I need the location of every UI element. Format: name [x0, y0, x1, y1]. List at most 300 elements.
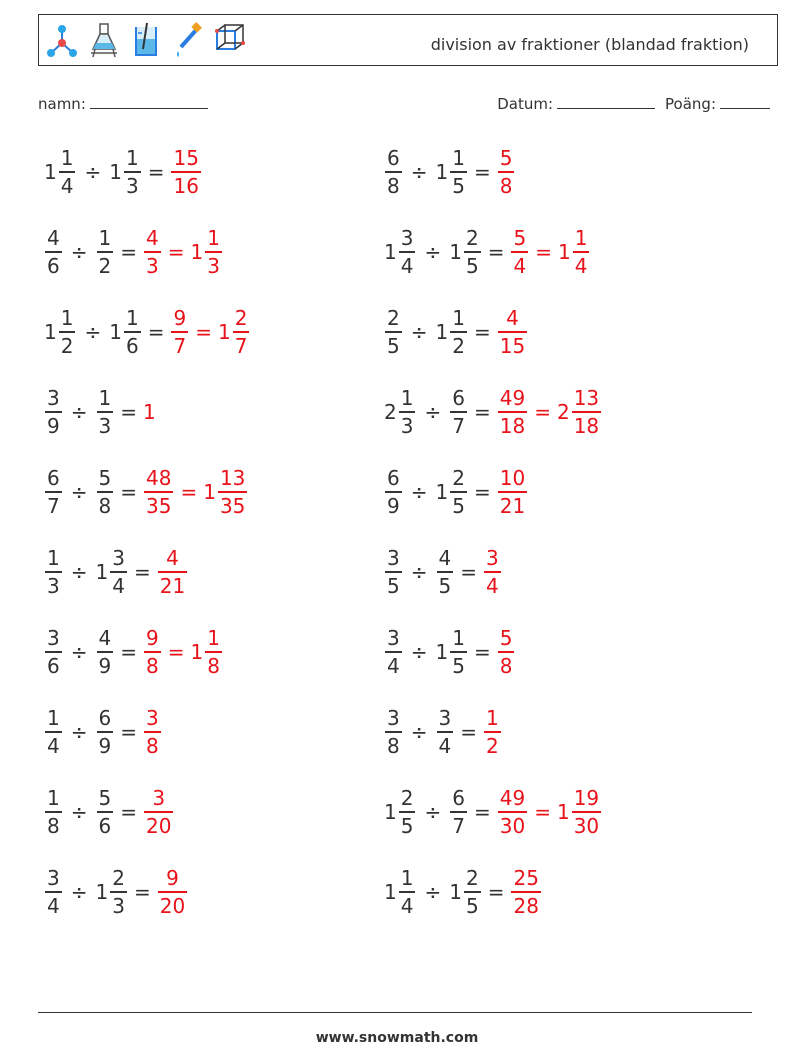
fraction: [464, 228, 481, 276]
numerator: 6: [387, 146, 400, 171]
fraction-bar: [59, 171, 76, 173]
denominator: 20: [146, 813, 172, 838]
answer: [497, 788, 602, 836]
fraction-bar: [45, 891, 62, 893]
answer: [497, 468, 528, 516]
fraction: [572, 388, 601, 436]
equals-sign: =: [195, 320, 212, 344]
fraction: [511, 868, 540, 916]
fraction-bar: [97, 251, 114, 253]
mixed-number: [436, 468, 468, 516]
mixed-number: [384, 388, 416, 436]
fraction: [385, 308, 402, 356]
denominator: 30: [573, 813, 600, 838]
fraction-bar: [437, 731, 454, 733]
whole-part: 2: [556, 400, 570, 424]
divide-sign: ÷: [84, 320, 102, 344]
numerator: 5: [499, 146, 513, 171]
fraction: [144, 228, 161, 276]
numerator: 19: [573, 786, 600, 811]
divide-sign: ÷: [424, 800, 442, 824]
denominator: 8: [207, 653, 220, 678]
numerator: 3: [152, 786, 166, 811]
fraction: [450, 628, 467, 676]
numerator: 1: [452, 306, 465, 331]
mixed-number: [497, 468, 528, 516]
fraction-bar: [45, 811, 62, 813]
numerator: 3: [146, 706, 159, 731]
numerator: 3: [387, 546, 400, 571]
mixed-number: [44, 388, 63, 436]
denominator: 4: [387, 653, 400, 678]
denominator: 4: [486, 573, 499, 598]
numerator: 1: [47, 706, 60, 731]
fraction-bar: [205, 651, 222, 653]
denominator: 9: [387, 493, 400, 518]
mixed-number: [44, 468, 63, 516]
denominator: 9: [98, 733, 112, 758]
worksheet-title: division av fraktioner (blandad fraktion): [430, 35, 749, 54]
divide-sign: ÷: [410, 720, 428, 744]
fraction-bar: [385, 331, 402, 333]
denominator: 4: [438, 733, 452, 758]
fraction: [498, 388, 527, 436]
header-icons: [45, 21, 247, 59]
fraction-bar: [110, 891, 127, 893]
fraction-bar: [144, 811, 173, 813]
numerator: 6: [98, 706, 112, 731]
fraction-bar: [45, 651, 62, 653]
fraction-bar: [144, 731, 161, 733]
fraction-bar: [124, 331, 141, 333]
mixed-number: [96, 388, 115, 436]
fraction-bar: [171, 331, 188, 333]
fraction-bar: [450, 491, 467, 493]
mixed-number: [44, 628, 63, 676]
molecule-icon: [45, 21, 79, 59]
fraction-bar: [97, 811, 114, 813]
fraction-bar: [45, 251, 62, 253]
header-box: [38, 14, 778, 66]
denominator: 6: [125, 333, 139, 358]
whole-part: 1: [449, 240, 462, 264]
numerator: 9: [173, 306, 187, 331]
answer: [157, 868, 188, 916]
fraction: [498, 628, 515, 676]
denominator: 4: [513, 253, 527, 278]
fraction: [144, 788, 173, 836]
mixed-number: [384, 868, 416, 916]
divide-sign: ÷: [70, 640, 88, 664]
fraction-bar: [498, 411, 527, 413]
fraction: [450, 788, 467, 836]
numerator: 1: [574, 226, 588, 251]
mixed-number: [510, 868, 541, 916]
fraction: [124, 148, 141, 196]
denominator: 8: [146, 733, 159, 758]
problem-item: [44, 382, 157, 442]
denominator: 15: [499, 333, 526, 358]
fraction-bar: [158, 891, 187, 893]
numerator: 1: [400, 386, 414, 411]
mixed-number: [96, 708, 115, 756]
denominator: 5: [465, 893, 479, 918]
equals-sign: =: [133, 560, 151, 584]
equals-sign: =: [460, 560, 477, 584]
numerator: 1: [207, 226, 220, 251]
mixed-number: [157, 548, 188, 596]
fraction: [450, 308, 467, 356]
denominator: 3: [112, 893, 125, 918]
mixed-number: [497, 628, 516, 676]
mixed-number: [558, 228, 590, 276]
equals-sign: =: [487, 880, 505, 904]
mixed-number: [157, 868, 188, 916]
numerator: 1: [98, 386, 112, 411]
numerator: 1: [207, 626, 220, 651]
divide-sign: ÷: [70, 720, 88, 744]
denominator: 5: [452, 173, 465, 198]
fraction-bar: [45, 731, 62, 733]
score-blank[interactable]: [720, 94, 770, 109]
fraction-bar: [511, 251, 528, 253]
whole-part: 1: [109, 320, 122, 344]
denominator: 4: [47, 893, 60, 918]
problem-item: [384, 222, 590, 282]
fraction: [171, 148, 200, 196]
numerator: 25: [513, 866, 539, 891]
date-blank[interactable]: [557, 94, 655, 109]
denominator: 18: [499, 413, 526, 438]
fraction-bar: [498, 491, 527, 493]
fraction-bar: [385, 171, 402, 173]
fraction: [218, 468, 247, 516]
denominator: 9: [47, 413, 60, 438]
fraction-bar: [464, 891, 481, 893]
denominator: 5: [452, 493, 465, 518]
fraction: [205, 228, 222, 276]
mixed-number: [384, 708, 403, 756]
fraction: [450, 148, 467, 196]
mixed-number: [449, 388, 468, 436]
fraction-bar: [385, 651, 402, 653]
fraction-bar: [144, 251, 161, 253]
fraction: [572, 788, 601, 836]
fraction: [45, 788, 62, 836]
fraction: [45, 388, 62, 436]
equals-sign: =: [147, 160, 165, 184]
mixed-number: [384, 548, 403, 596]
whole-part: 1: [109, 160, 122, 184]
problem-item: [44, 142, 202, 202]
fraction-bar: [385, 571, 402, 573]
problem-item: [44, 862, 188, 922]
whole-part: 1: [95, 560, 109, 584]
numerator: 1: [400, 866, 414, 891]
numerator: 9: [146, 626, 159, 651]
fraction-bar: [484, 571, 501, 573]
mixed-number: [483, 548, 502, 596]
divide-sign: ÷: [70, 880, 88, 904]
mixed-number: [96, 468, 115, 516]
answer: [497, 148, 516, 196]
fraction-bar: [511, 891, 540, 893]
mixed-number: [143, 468, 174, 516]
denominator: 5: [387, 333, 400, 358]
mixed-number: [384, 228, 416, 276]
problem-item: [384, 382, 602, 442]
mixed-number: [384, 628, 403, 676]
mixed-number: [96, 628, 115, 676]
mixed-number: [44, 548, 63, 596]
problem-item: [384, 462, 528, 522]
denominator: 8: [387, 733, 400, 758]
numerator: 4: [47, 226, 60, 251]
name-label: namn:: [38, 95, 86, 113]
fraction-bar: [45, 491, 62, 493]
denominator: 8: [387, 173, 400, 198]
fraction-bar: [450, 171, 467, 173]
answer: [483, 548, 502, 596]
answer: [143, 468, 248, 516]
denominator: 8: [499, 653, 513, 678]
mixed-number: [96, 868, 128, 916]
problem-item: [44, 222, 223, 282]
fraction: [97, 628, 114, 676]
denominator: 7: [234, 333, 248, 358]
fraction-bar: [385, 491, 402, 493]
equals-sign: =: [487, 240, 505, 264]
numerator: 4: [506, 306, 519, 331]
fraction: [385, 708, 402, 756]
numerator: 2: [387, 306, 400, 331]
answer: [510, 868, 541, 916]
denominator: 5: [452, 653, 465, 678]
mixed-number: [44, 228, 63, 276]
mixed-number: [436, 148, 468, 196]
divide-sign: ÷: [410, 320, 428, 344]
whole-part: 1: [449, 880, 462, 904]
divide-sign: ÷: [410, 640, 428, 664]
mixed-number: [96, 788, 115, 836]
denominator: 2: [60, 333, 74, 358]
mixed-number: [170, 308, 189, 356]
problem-item: [44, 622, 223, 682]
numerator: 6: [47, 466, 60, 491]
fraction: [97, 228, 114, 276]
mixed-number: [436, 708, 455, 756]
fraction-bar: [45, 411, 62, 413]
fraction: [158, 868, 187, 916]
mixed-number: [143, 400, 157, 424]
answer: [157, 548, 188, 596]
denominator: 3: [207, 253, 220, 278]
numerator: 3: [387, 626, 400, 651]
mixed-number: [436, 308, 468, 356]
mixed-number: [449, 228, 481, 276]
divide-sign: ÷: [70, 800, 88, 824]
numerator: 3: [486, 546, 499, 571]
denominator: 18: [573, 413, 600, 438]
numerator: 6: [452, 386, 465, 411]
denominator: 2: [98, 253, 112, 278]
equals-sign: =: [473, 160, 491, 184]
fraction: [399, 788, 416, 836]
numerator: 49: [499, 386, 526, 411]
fraction: [399, 388, 416, 436]
numerator: 5: [98, 786, 112, 811]
fraction: [110, 548, 127, 596]
answer: [497, 388, 602, 436]
denominator: 7: [47, 493, 60, 518]
fraction: [450, 468, 467, 516]
problem-item: [384, 782, 602, 842]
fraction: [45, 468, 62, 516]
denominator: 5: [438, 573, 452, 598]
numerator: 2: [452, 466, 465, 491]
problem-item: [384, 542, 502, 602]
denominator: 8: [98, 493, 112, 518]
fraction: [399, 228, 416, 276]
numerator: 1: [47, 546, 60, 571]
answer: [510, 228, 590, 276]
fraction-bar: [498, 811, 527, 813]
answer: [483, 708, 502, 756]
fraction-bar: [385, 731, 402, 733]
denominator: 35: [146, 493, 172, 518]
numerator: 1: [60, 306, 74, 331]
denominator: 4: [112, 573, 125, 598]
fraction-bar: [97, 651, 114, 653]
date-score-fields: [497, 94, 770, 113]
whole-part: 1: [556, 800, 570, 824]
fraction-bar: [97, 731, 114, 733]
mixed-number: [497, 148, 516, 196]
fraction-bar: [144, 651, 161, 653]
fraction-bar: [484, 731, 501, 733]
fraction: [498, 468, 527, 516]
equals-sign: =: [120, 640, 137, 664]
mixed-number: [143, 228, 162, 276]
whole-part: 1: [203, 480, 216, 504]
numerator: 2: [465, 866, 479, 891]
denominator: 8: [146, 653, 159, 678]
numerator: 6: [452, 786, 465, 811]
fraction: [385, 548, 402, 596]
denominator: 3: [47, 573, 60, 598]
denominator: 30: [499, 813, 526, 838]
numerator: 3: [400, 226, 414, 251]
fraction: [59, 308, 76, 356]
fraction: [450, 388, 467, 436]
mixed-number: [384, 468, 403, 516]
denominator: 4: [400, 893, 414, 918]
denominator: 4: [60, 173, 74, 198]
fraction-bar: [45, 571, 62, 573]
equals-sign: =: [473, 400, 491, 424]
problem-item: [44, 782, 174, 842]
whole-part: 1: [557, 240, 571, 264]
equals-sign: =: [473, 640, 491, 664]
divide-sign: ÷: [410, 160, 428, 184]
equals-sign: =: [120, 720, 137, 744]
fraction: [498, 148, 515, 196]
equals-sign: =: [473, 320, 491, 344]
fraction-bar: [399, 411, 416, 413]
numerator: 48: [146, 466, 172, 491]
numerator: 3: [438, 706, 452, 731]
equals-sign: =: [133, 880, 151, 904]
fraction-bar: [124, 171, 141, 173]
denominator: 20: [159, 893, 186, 918]
mixed-number: [143, 628, 162, 676]
whole-part: 1: [384, 800, 397, 824]
answer: [497, 628, 516, 676]
whole-part: 1: [44, 320, 57, 344]
whole-part: 1: [190, 640, 204, 664]
numerator: 3: [112, 546, 125, 571]
mixed-number: [44, 708, 63, 756]
mixed-number: [497, 388, 528, 436]
numerator: 4: [438, 546, 452, 571]
equals-sign: =: [460, 720, 477, 744]
whole-part: 1: [435, 640, 449, 664]
mixed-number: [44, 308, 76, 356]
numerator: 1: [47, 786, 60, 811]
mixed-number: [449, 788, 468, 836]
denominator: 5: [387, 573, 400, 598]
mixed-number: [170, 148, 201, 196]
denominator: 2: [452, 333, 465, 358]
fraction-bar: [450, 331, 467, 333]
denominator: 16: [173, 173, 199, 198]
equals-sign: =: [473, 800, 491, 824]
answer: [497, 308, 528, 356]
mixed-number: [497, 308, 528, 356]
equals-sign: =: [167, 240, 185, 264]
footer-site: www.snowmath.com: [315, 1030, 479, 1046]
fraction-bar: [205, 251, 222, 253]
fraction: [399, 868, 416, 916]
fraction: [171, 308, 188, 356]
denominator: 4: [574, 253, 588, 278]
whole-part: 1: [190, 240, 204, 264]
denominator: 35: [219, 493, 246, 518]
answer: [143, 228, 223, 276]
denominator: 3: [146, 253, 159, 278]
numerator: 1: [60, 146, 74, 171]
equals-sign: =: [180, 480, 198, 504]
numerator: 4: [98, 626, 112, 651]
divide-sign: ÷: [70, 480, 88, 504]
fraction: [97, 388, 114, 436]
fraction: [124, 308, 141, 356]
numerator: 1: [486, 706, 499, 731]
numerator: 5: [513, 226, 527, 251]
name-blank[interactable]: [90, 94, 208, 109]
denominator: 8: [499, 173, 513, 198]
denominator: 4: [47, 733, 60, 758]
answer: [170, 308, 250, 356]
problem-item: [384, 142, 515, 202]
equals-sign: =: [167, 640, 185, 664]
numerator: 1: [125, 146, 139, 171]
fraction-bar: [171, 171, 200, 173]
numerator: 3: [47, 626, 60, 651]
whole-part: 1: [435, 320, 449, 344]
fraction: [205, 628, 222, 676]
mixed-number: [436, 628, 468, 676]
